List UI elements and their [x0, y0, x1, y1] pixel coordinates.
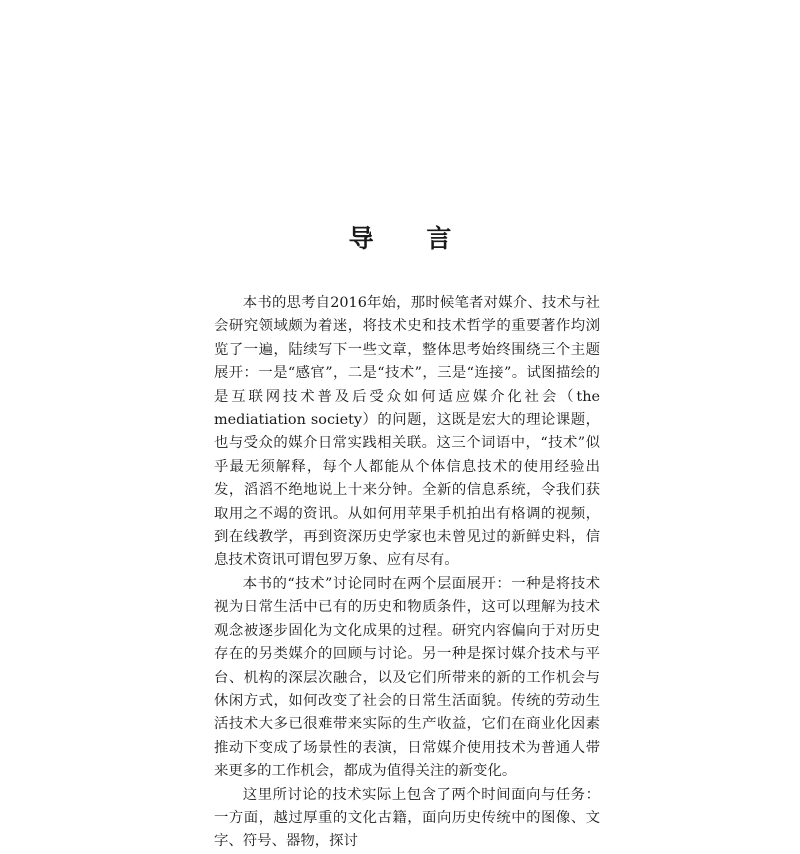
body-text: [214, 292, 600, 854]
paragraph: 本书的思考自2016年始，那时候笔者对媒介、技术与社会研究领域颇为着迷，将技术史和技术哲学的重要著作均浏览了一遍，陆续写下一些文章，整体思考始终围绕三个主题展开：一是“感官”，二是“技术”，三是“连接”。试图描绘的是互联网技术普及后受众如何适应媒介化社会（the mediatiation society）的问题，这既是宏大的理论课题，也与受众的媒介日常实践相关联。这三个词语中，“技术”似乎最无须解释，每个人都能从个体信息技术的使用经验出发，滔滔不绝地说上十来分钟。全新的信息系统，令我们获取用之不竭的资讯。从如何用苹果手机拍出有格调的视频，到在线教学，再到资深历史学家也未曾见过的新鲜史料，信息技术资讯可谓包罗万象、应有尽有。: [214, 295, 600, 569]
paragraph: 本书的“技术”讨论同时在两个层面展开：一种是将技术视为日常生活中已有的历史和物质条件，这可以理解为技术观念被逐步固化为文化成果的过程。研究内容偏向于对历史存在的另类媒介的回顾与讨论。另一种是探讨媒介技术与平台、机构的深层次融合，以及它们所带来的新的工作机会与休闲方式，如何改变了社会的日常生活面貌。传统的劳动生活技术大多已很难带来实际的生产收益，它们在商业化因素推动下变成了场景性的表演，日常媒介使用技术为普通人带来更多的工作机会，都成为值得关注的新变化。: [214, 575, 600, 780]
paragraph: 这里所讨论的技术实际上包含了两个时间面向与任务：一方面，越过厚重的文化古籍，面向历史传统中的图像、文字、符号、器物，探讨: [214, 786, 600, 850]
page-title: 导 言: [348, 223, 474, 253]
